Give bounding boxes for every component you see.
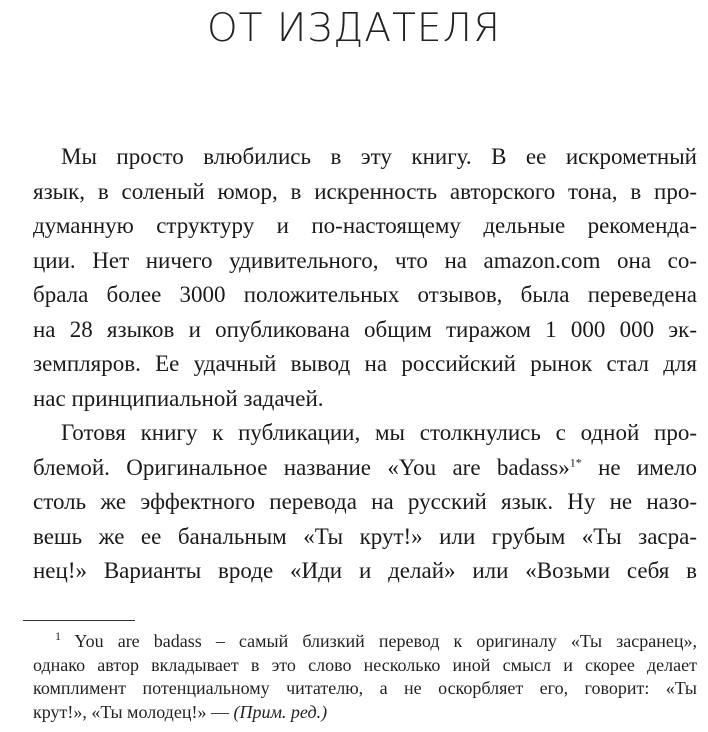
- paragraph-line: вешь же ее банальным «Ты крут!» или грубым «Ты засра-: [33, 523, 697, 549]
- paragraph-text: блемой. Оригинальное название «You are badass»: [33, 454, 570, 480]
- paragraph-line: думанную структуру и по-настоящему дельные рекоменда-: [33, 213, 697, 238]
- paragraph-line: язык, в соленый юмор, в искренность авторского тона, в про-: [33, 178, 697, 204]
- footnote-reference: 1*: [569, 454, 582, 469]
- paragraph-line: брала более 3000 положительных отзывов, была переведена: [33, 282, 697, 307]
- footnote: [33, 630, 697, 724]
- paragraph-line: земпляров. Ее удачный вывод на российский рынок стал для: [33, 351, 697, 376]
- paragraph-line: Мы просто влюбились в эту книгу. В ее искрометный: [61, 144, 697, 169]
- paragraph-line-with-footnote: [33, 451, 697, 486]
- footnote-line: [33, 630, 697, 654]
- paragraph-line: ции. Нет ничего удивительного, что на amazon.com она со-: [33, 247, 697, 273]
- footnote-line: [33, 701, 697, 725]
- paragraph-text: не имело: [581, 454, 698, 480]
- footnote-text: крут!», «Ты молодец!» —: [33, 701, 234, 722]
- editor-note: (Прим. ред.): [233, 701, 328, 722]
- footnote-marker: 1: [55, 629, 61, 643]
- paragraph-line: Готовя книгу к публикации, мы столкнулись с одной про-: [61, 420, 697, 445]
- footnote-divider: [23, 620, 135, 621]
- footnote-text: You are badass – самый близкий перевод к оригиналу «Ты засранец»,: [61, 631, 697, 651]
- paragraph-line: нец!» Варианты вроде «Иди и делай» или «Возьми себя в: [33, 558, 697, 583]
- paragraph-line: нас принципиальной задачей.: [33, 385, 324, 411]
- footnote-line: однако автор вкладывает в это слово несколько иной смысл и скорее делает: [33, 654, 697, 675]
- paragraph-line: на 28 языков и опубликована общим тиражом 1 000 000 эк-: [33, 316, 697, 342]
- footnote-line: комплимент потенциальному читателю, а не оскорбляет его, говорит: «Ты: [33, 678, 697, 698]
- page-title: ОТ ИЗДАТЕЛЯ: [206, 6, 502, 51]
- paragraph-line: столь же эффектного перевода на русский язык. Ну не назо-: [33, 489, 697, 514]
- body-text: [33, 140, 697, 589]
